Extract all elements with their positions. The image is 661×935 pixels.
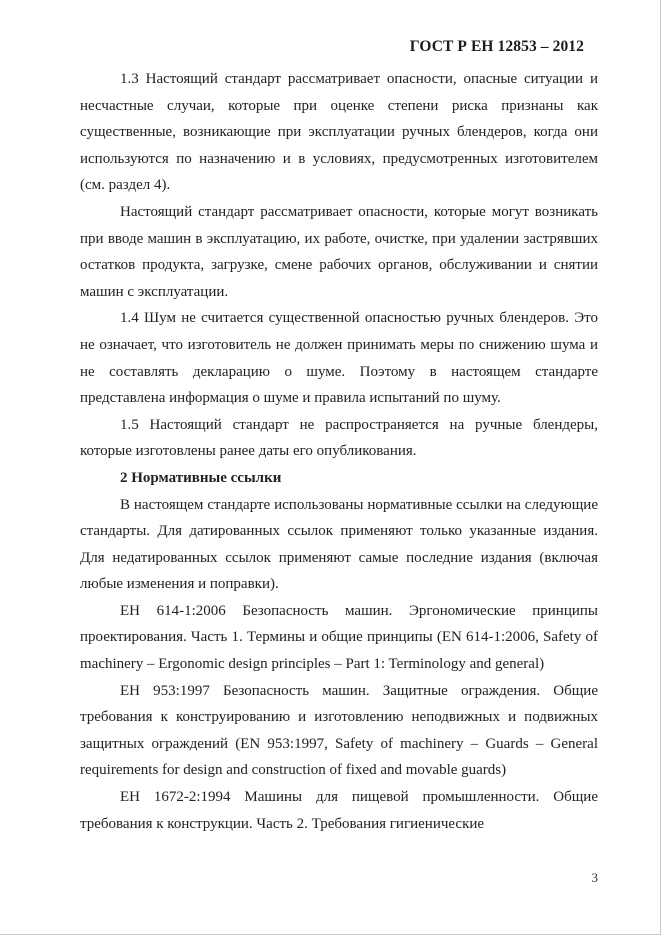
reference-en-1672-2: ЕН 1672-2:1994 Машины для пищевой промышленности. Общие требования к конструкции. Часть 2. Требования гигиенические — [80, 789, 598, 832]
paragraph-1-4: 1.4 Шум не считается существенной опасностью ручных блендеров. Это не означает, что изготовитель не должен принимать меры по снижению шума и не составлять декларацию о шуме. Поэтому в настоящем стандарте представлена информация о шуме и правила испытаний по шуму. — [80, 310, 598, 407]
reference-en-953: ЕН 953:1997 Безопасность машин. Защитные ограждения. Общие требования к конструированию и изготовлению неподвижных и подвижных защитных ограждений (EN 953:1997, Safety of machinery – Guards – General requirements for design and construction of fixed and movable guards) — [80, 682, 598, 779]
page-number: 3 — [591, 870, 598, 885]
section-2-heading: 2 Нормативные ссылки — [120, 469, 282, 486]
document-body — [80, 66, 598, 837]
paragraph-1-5: 1.5 Настоящий стандарт не распространяется на ручные блендеры, которые изготовлены ранее даты его опубликования. — [80, 416, 598, 460]
paragraph-1-3: 1.3 Настоящий стандарт рассматривает опасности, опасные ситуации и несчастные случаи, которые при оценке степени риска признаны как существенные, возникающие при эксплуатации ручных блендеров, когда они используются по назначению и в условиях, предусмотренных изготовителем (см. раздел 4). — [80, 71, 598, 194]
standard-header: ГОСТ Р ЕН 12853 – 2012 — [409, 38, 584, 55]
paragraph-scope-hazards: Настоящий стандарт рассматривает опасности, которые могут возникать при вводе машин в эксплуатацию, их работе, очистке, при удалении застрявших остатков продукта, загрузке, смене рабочих органов, обслуживании и снятии машин с эксплуатации. — [80, 203, 598, 300]
reference-en-614-1: ЕН 614-1:2006 Безопасность машин. Эргономические принципы проектирования. Часть 1. Термины и общие принципы (EN 614-1:2006, Safety of machinery – Ergonomic design principles – Part 1: Terminology and general) — [80, 602, 598, 673]
paragraph-normative-intro: В настоящем стандарте использованы нормативные ссылки на следующие стандарты. Для датированных ссылок применяют только указанные издания. Для недатированных ссылок применяют самые последние издания (включая любые изменения и поправки). — [80, 496, 598, 593]
